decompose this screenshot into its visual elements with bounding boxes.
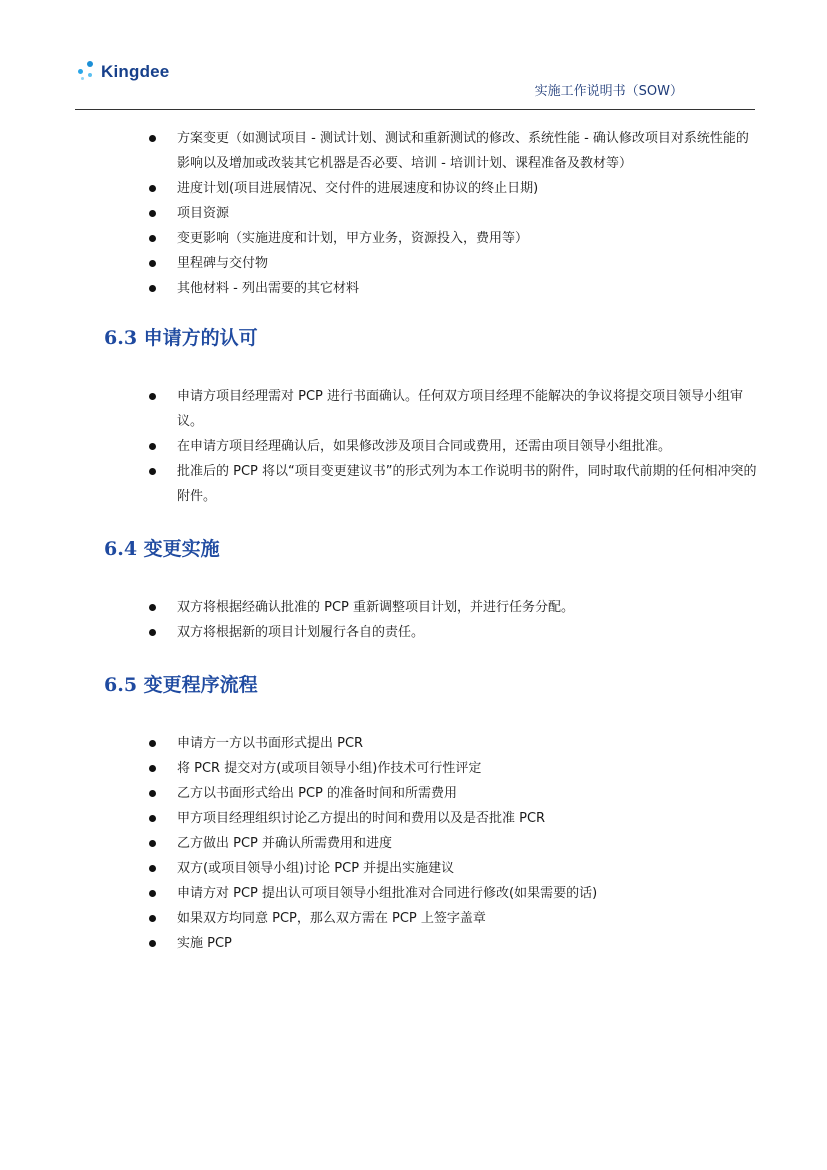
change-content-list bbox=[148, 126, 758, 301]
list-item bbox=[148, 856, 758, 881]
list-item bbox=[148, 459, 758, 509]
list-item-text: 里程碑与交付物 bbox=[177, 256, 269, 271]
list-item bbox=[148, 931, 758, 956]
bullet-icon bbox=[149, 629, 156, 636]
kingdee-logo bbox=[75, 52, 215, 92]
list-item-text: 双方将根据经确认批准的 PCP 重新调整项目计划，并进行任务分配。 bbox=[177, 600, 575, 615]
bullet-icon bbox=[149, 765, 156, 772]
list-item-text: 在申请方项目经理确认后，如果修改涉及项目合同或费用，还需由项目领导小组批准。 bbox=[177, 439, 672, 454]
bullet-icon bbox=[149, 468, 156, 475]
list-item-text: 双方将根据新的项目计划履行各自的责任。 bbox=[177, 625, 425, 640]
list-item-text: 实施 PCP bbox=[177, 936, 232, 951]
section-6-3-list bbox=[148, 384, 758, 509]
kingdee-logo-icon bbox=[75, 61, 97, 83]
list-item bbox=[148, 881, 758, 906]
bullet-icon bbox=[149, 210, 156, 217]
logo-text: Kingdee bbox=[101, 62, 170, 81]
list-item-text: 进度计划(项目进展情况、交付件的进展速度和协议的终止日期) bbox=[177, 181, 539, 196]
section-heading-6-5: 6.5 变更程序流程 bbox=[104, 674, 258, 696]
list-item bbox=[148, 831, 758, 856]
bullet-icon bbox=[149, 940, 156, 947]
bullet-icon bbox=[149, 604, 156, 611]
page-header bbox=[75, 52, 755, 110]
list-item-text: 甲方项目经理组织讨论乙方提出的时间和费用以及是否批准 PCR bbox=[177, 811, 546, 826]
list-item bbox=[148, 595, 758, 620]
list-item-text: 项目资源 bbox=[177, 206, 230, 221]
list-item bbox=[148, 906, 758, 931]
list-item bbox=[148, 176, 758, 201]
section-heading-6-3: 6.3 申请方的认可 bbox=[104, 327, 258, 349]
list-item-text: 其他材料 - 列出需要的其它材料 bbox=[177, 281, 359, 296]
bullet-icon bbox=[149, 915, 156, 922]
bullet-icon bbox=[149, 260, 156, 267]
section-6-5-list bbox=[148, 731, 758, 956]
list-item-text: 如果双方均同意 PCP，那么双方需在 PCP 上签字盖章 bbox=[177, 911, 486, 926]
list-item bbox=[148, 201, 758, 226]
bullet-icon bbox=[149, 890, 156, 897]
section-heading-6-4: 6.4 变更实施 bbox=[104, 538, 220, 560]
list-item bbox=[148, 620, 758, 645]
document-title: 实施工作说明书（SOW） bbox=[534, 84, 683, 99]
list-item-text: 方案变更（如测试项目 - 测试计划、测试和重新测试的修改、系统性能 - 确认修改项目对系统性能的影响以及增加或改装其它机器是否必要、培训 - 培训计划、课程准备及教材等） bbox=[177, 131, 749, 171]
list-item-text: 申请方对 PCP 提出认可项目领导小组批准对合同进行修改(如果需要的话) bbox=[177, 886, 598, 901]
list-item bbox=[148, 251, 758, 276]
bullet-icon bbox=[149, 790, 156, 797]
bullet-icon bbox=[149, 393, 156, 400]
list-item bbox=[148, 226, 758, 251]
list-item-text: 乙方做出 PCP 并确认所需费用和进度 bbox=[177, 836, 393, 851]
list-item-text: 申请方项目经理需对 PCP 进行书面确认。任何双方项目经理不能解决的争议将提交项目领导小组审议。 bbox=[177, 389, 744, 429]
bullet-icon bbox=[149, 135, 156, 142]
bullet-icon bbox=[149, 285, 156, 292]
list-item bbox=[148, 434, 758, 459]
bullet-icon bbox=[149, 443, 156, 450]
list-item bbox=[148, 781, 758, 806]
list-item-text: 变更影响（实施进度和计划，甲方业务，资源投入，费用等） bbox=[177, 231, 529, 246]
list-item bbox=[148, 276, 758, 301]
list-item-text: 批准后的 PCP 将以“项目变更建议书”的形式列为本工作说明书的附件，同时取代前期的任何相冲突的附件。 bbox=[177, 464, 757, 504]
list-item bbox=[148, 731, 758, 756]
list-item-text: 申请方一方以书面形式提出 PCR bbox=[177, 736, 364, 751]
list-item bbox=[148, 806, 758, 831]
list-item bbox=[148, 756, 758, 781]
header-divider bbox=[75, 109, 755, 110]
bullet-icon bbox=[149, 840, 156, 847]
list-item-text: 双方(或项目领导小组)讨论 PCP 并提出实施建议 bbox=[177, 861, 455, 876]
bullet-icon bbox=[149, 740, 156, 747]
list-item bbox=[148, 126, 758, 176]
section-6-4-list bbox=[148, 595, 758, 645]
bullet-icon bbox=[149, 185, 156, 192]
bullet-icon bbox=[149, 235, 156, 242]
bullet-icon bbox=[149, 815, 156, 822]
bullet-icon bbox=[149, 865, 156, 872]
list-item-text: 将 PCR 提交对方(或项目领导小组)作技术可行性评定 bbox=[177, 761, 482, 776]
list-item-text: 乙方以书面形式给出 PCP 的准备时间和所需费用 bbox=[177, 786, 458, 801]
list-item bbox=[148, 384, 758, 434]
